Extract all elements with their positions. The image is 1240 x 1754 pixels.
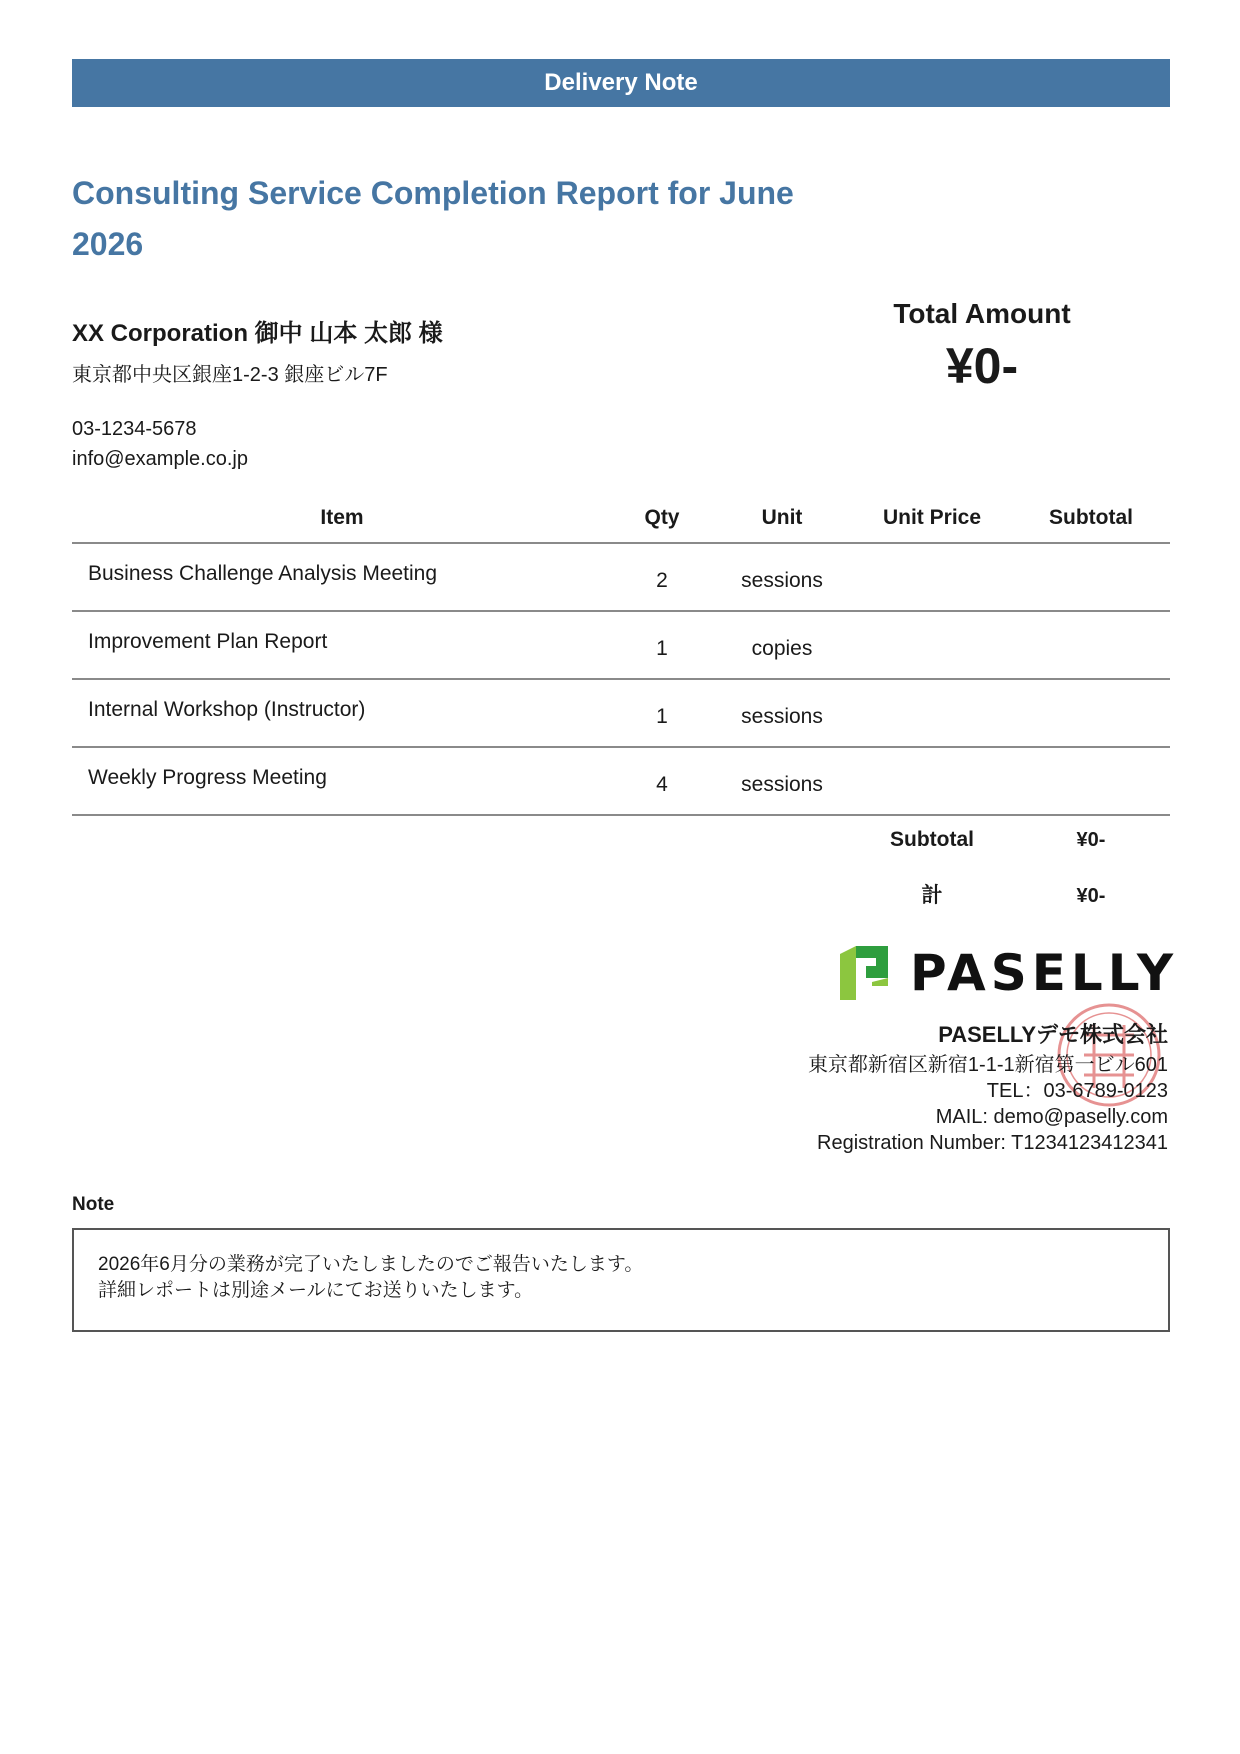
column-header-subtotal: Subtotal [1049, 506, 1133, 529]
document-title [72, 168, 832, 270]
grand-total-label: 計 [921, 884, 943, 907]
table-header-row [72, 494, 1170, 544]
issuer-block [632, 1018, 1168, 1156]
item-name-cell: Weekly Progress Meeting [88, 766, 327, 789]
delivery-note-page [72, 0, 1179, 1754]
unit-cell: sessions [741, 569, 823, 592]
recipient-address: 東京都中央区銀座1-2-3 銀座ビル7F [72, 364, 388, 386]
totals-summary [852, 812, 1170, 924]
recipient-name: XX Corporation 御中 山本 太郎 様 [72, 320, 443, 347]
unit-price-cell [852, 680, 1012, 746]
document-title-line-2: 2026 [72, 226, 144, 262]
unit-price-cell [852, 748, 1012, 814]
issuer-tel: TEL：03-6789-0123 [986, 1080, 1168, 1102]
total-amount-label: Total Amount [893, 298, 1071, 329]
subtotal-value: ¥0- [1076, 829, 1106, 851]
subtotal-cell [1012, 680, 1170, 746]
unit-cell: sessions [741, 773, 823, 796]
recipient-email: info@example.co.jp [72, 448, 248, 470]
table-row [72, 748, 1170, 816]
grand-total-row [852, 868, 1170, 924]
grand-total-value: ¥0- [1076, 885, 1106, 907]
note-box [72, 1228, 1170, 1332]
qty-cell: 4 [656, 773, 668, 796]
item-name-cell: Improvement Plan Report [88, 630, 328, 653]
subtotal-cell [1012, 748, 1170, 814]
column-header-qty: Qty [644, 506, 680, 529]
table-row [72, 612, 1170, 680]
items-table [72, 494, 1170, 816]
unit-price-cell [852, 544, 1012, 610]
logo-wordmark: PASELLY [910, 944, 1179, 1002]
unit-cell: sessions [741, 705, 823, 728]
document-title-line-1: Consulting Service Completion Report for June [72, 175, 794, 211]
subtotal-cell [1012, 544, 1170, 610]
qty-cell: 1 [656, 637, 668, 660]
recipient-block [72, 316, 712, 470]
subtotal-cell [1012, 612, 1170, 678]
item-name-cell: Internal Workshop (Instructor) [88, 698, 366, 721]
column-header-unit-price: Unit Price [882, 506, 982, 529]
subtotal-label: Subtotal [890, 828, 974, 851]
unit-cell: copies [751, 637, 813, 660]
issuer-address: 東京都新宿区新宿1-1-1新宿第一ビル601 [807, 1054, 1168, 1076]
subtotal-row [852, 812, 1170, 868]
paselly-logo-mark-icon [836, 944, 892, 1002]
note-line-2: 詳細レポートは別途メールにてお送りいたします。 [98, 1280, 534, 1301]
qty-cell: 2 [656, 569, 668, 592]
table-row [72, 544, 1170, 612]
item-name-cell: Business Challenge Analysis Meeting [88, 562, 438, 585]
total-amount-value: ¥0- [945, 338, 1019, 394]
issuer-registration-number: Registration Number: T1234123412341 [817, 1132, 1168, 1154]
column-header-unit: Unit [761, 506, 803, 529]
document-type-banner: Delivery Note [72, 59, 1170, 107]
table-row [72, 680, 1170, 748]
issuer-mail: MAIL: demo@paselly.com [935, 1106, 1168, 1128]
issuer-company-name: PASELLYデモ株式会社 [938, 1022, 1168, 1047]
unit-price-cell [852, 612, 1012, 678]
company-logo [836, 944, 1179, 1002]
note-line-1: 2026年6月分の業務が完了いたしましたのでご報告いたします。 [98, 1254, 644, 1275]
qty-cell: 1 [656, 705, 668, 728]
total-amount-box [832, 294, 1132, 396]
recipient-phone: 03-1234-5678 [72, 418, 197, 440]
note-label: Note [72, 1194, 115, 1215]
column-header-item: Item [320, 506, 364, 529]
